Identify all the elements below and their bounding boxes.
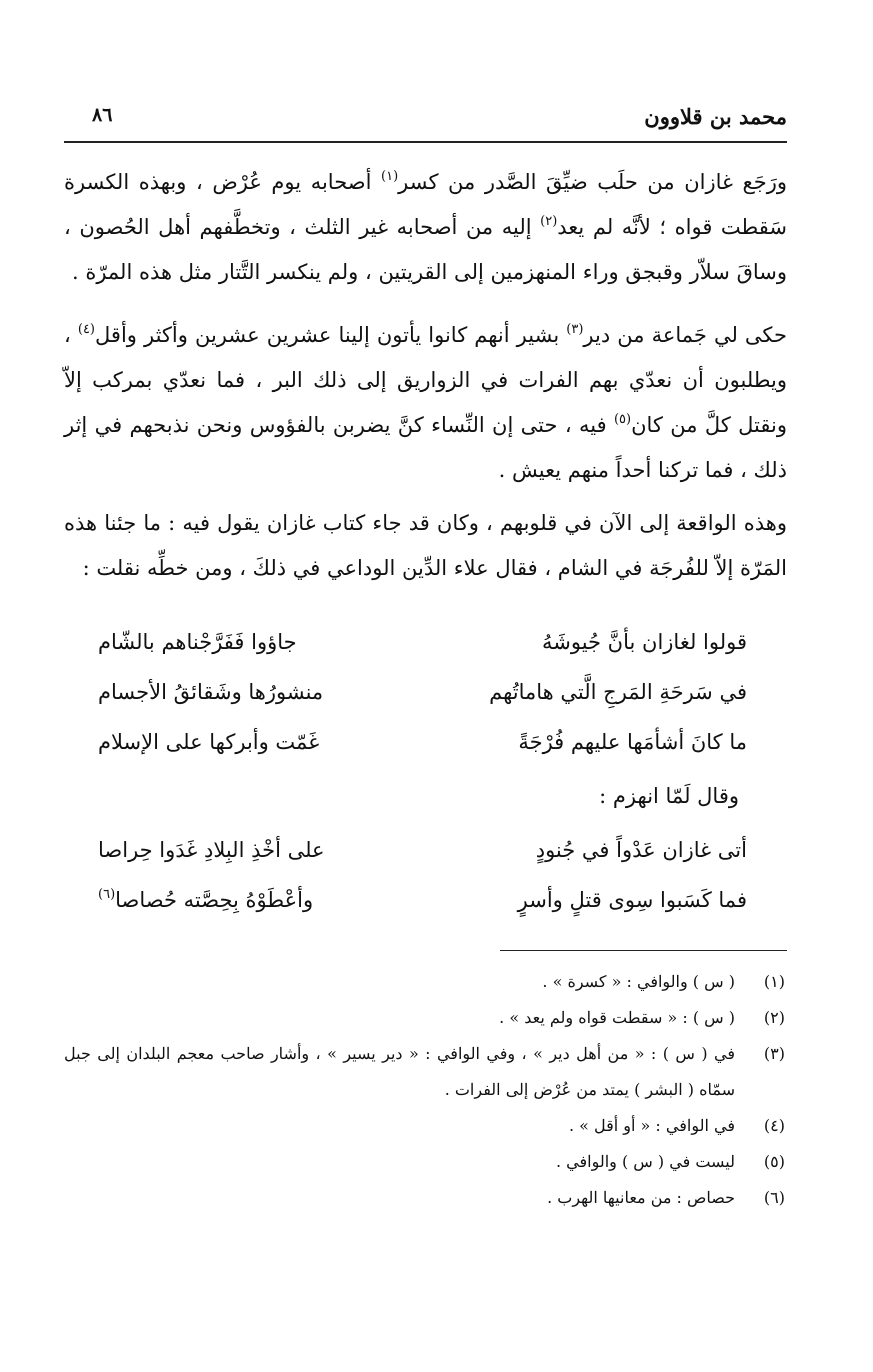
footnote-number: (٦)	[763, 1188, 785, 1207]
footnote-rule	[500, 950, 787, 951]
paragraph-text: ، ويطلبون أن نعدّي بهم الفرات في الزواريق إلى ذلك البر ، فما نعدّي بمركب إلاّ ونقتل كلَّ من كان	[64, 323, 787, 437]
footnote-ref: (١)	[381, 169, 399, 184]
header-rule	[64, 141, 787, 143]
footnote	[64, 964, 787, 1000]
verse-text: وأعْطَوْهُ بِحِصَّته حُصاصا	[115, 888, 314, 912]
verse-line	[64, 630, 787, 680]
verse-line	[64, 680, 787, 730]
page-header	[64, 104, 787, 140]
verse-first-hemistich: ما كانَ أشأمَها عليهم فُرْجَةً	[518, 730, 747, 754]
footnote-text: في ( س ) : « من أهل دير » ، وفي الوافي : « دير يسير » ، وأشار صاحب معجم البلدان إلى جبل سمّاه ( البشر ) يمتد من عُرْض إلى الفرات .	[64, 1044, 735, 1099]
paragraph-1	[64, 160, 787, 295]
footnotes	[64, 964, 787, 1216]
paragraph-text: ورَجَع غازان من حلَب ضيِّقَ الصَّدر من كسر	[398, 170, 788, 194]
verse-line	[64, 888, 787, 938]
verse-second-hemistich	[98, 838, 398, 862]
footnote	[64, 1180, 787, 1216]
paragraph-text: بشير أنهم كانوا يأتون إلينا عشرين عشرين وأكثر وأقل	[95, 323, 567, 347]
paragraph-text: حكى لي جَماعة من دير	[583, 323, 788, 347]
footnote	[64, 1000, 787, 1036]
verse-first-hemistich: في سَرحَةِ المَرجِ الَّتي هاماتُهم	[489, 680, 747, 704]
footnote-ref: (٢)	[540, 214, 558, 229]
verse-second-hemistich: غَمّت وأبركها على الإسلام	[98, 730, 320, 754]
page-number: ٨٦	[92, 104, 113, 126]
footnote-number: (٤)	[763, 1116, 785, 1135]
footnote-text: ( س ) : « سقطت قواه ولم يعد » .	[499, 1008, 735, 1027]
footnote	[64, 1144, 787, 1180]
verse-second-hemistich: جاؤوا فَفَرَّجْناهم بالشّام	[98, 630, 297, 654]
running-title: محمد بن قلاوون	[644, 104, 787, 129]
footnote	[64, 1036, 787, 1108]
footnote-number: (٢)	[763, 1008, 785, 1027]
paragraph-3	[64, 501, 787, 591]
verse-first-hemistich: فما كَسَبوا سِوى قتلٍ وأسرٍ	[517, 888, 747, 912]
footnote	[64, 1108, 787, 1144]
paragraph-2	[64, 313, 787, 493]
paragraph-text: إليه من أصحابه غير الثلث ، وتخطَّفهم أهل الحُصون ، وساقَ سلاّر وقبجق وراء المنهزمين إلى القريتين ، ولم ينكسر التَّتار مثل هذه المرّة .	[64, 215, 787, 284]
footnote-ref: (٤)	[77, 322, 95, 337]
paragraph-text: أصحابه يوم عُرْض ، وبهذه الكسرة سَقطت قواه ؛ لأنَّه لم يعد	[64, 170, 788, 239]
verse-text: على أخْذِ البِلادِ غَدَوا حِراصا	[98, 838, 325, 862]
verse-second-hemistich: وأعْطَوْهُ بِحِصَّته حُصاصا(٦)	[98, 887, 314, 912]
verse-first-hemistich: أتى غازان عَدْواً في جُنودٍ	[535, 838, 747, 862]
footnote-text: في الوافي : « أو أقل » .	[568, 1116, 735, 1135]
paragraph-text: وهذه الواقعة إلى الآن في قلوبهم ، وكان قد جاء كتاب غازان يقول فيه : ما جئنا هذه المَرّة إلاّ للفُرجَة في الشام ، فقال علاء الدِّين الوداعي في ذلكَ ، ومن خطِّه نقلت :	[64, 511, 787, 580]
verse-line	[64, 730, 787, 780]
verse-line	[64, 838, 787, 888]
poem-1	[64, 630, 787, 780]
verse-second-hemistich: منشورُها وشَقائقُ الأجسام	[98, 680, 324, 704]
said-line: وقال لَمّا انهزم :	[599, 784, 739, 808]
footnote-number: (٣)	[763, 1044, 785, 1063]
poem-2	[64, 838, 787, 938]
footnote-number: (٥)	[763, 1152, 785, 1171]
footnote-text: ( س ) والوافي : « كسرة » .	[542, 972, 735, 991]
verse-first-hemistich: قولوا لغازان بأنَّ جُيوشَهُ	[541, 630, 747, 654]
footnote-text: حصاص : من معانيها الهرب .	[547, 1188, 735, 1207]
footnote-text: ليست في ( س ) والوافي .	[555, 1152, 735, 1171]
body-text	[64, 160, 787, 591]
footnote-number: (١)	[763, 972, 785, 991]
footnote-ref: (٥)	[613, 412, 632, 427]
paragraph-text: فيه ، حتى إن النِّساء كنَّ يضربن بالفؤوس ونحن نذبحهم في إثر ذلك ، فما تركنا أحداً منهم يعيش .	[64, 413, 787, 482]
footnote-ref: (٣)	[566, 322, 584, 337]
